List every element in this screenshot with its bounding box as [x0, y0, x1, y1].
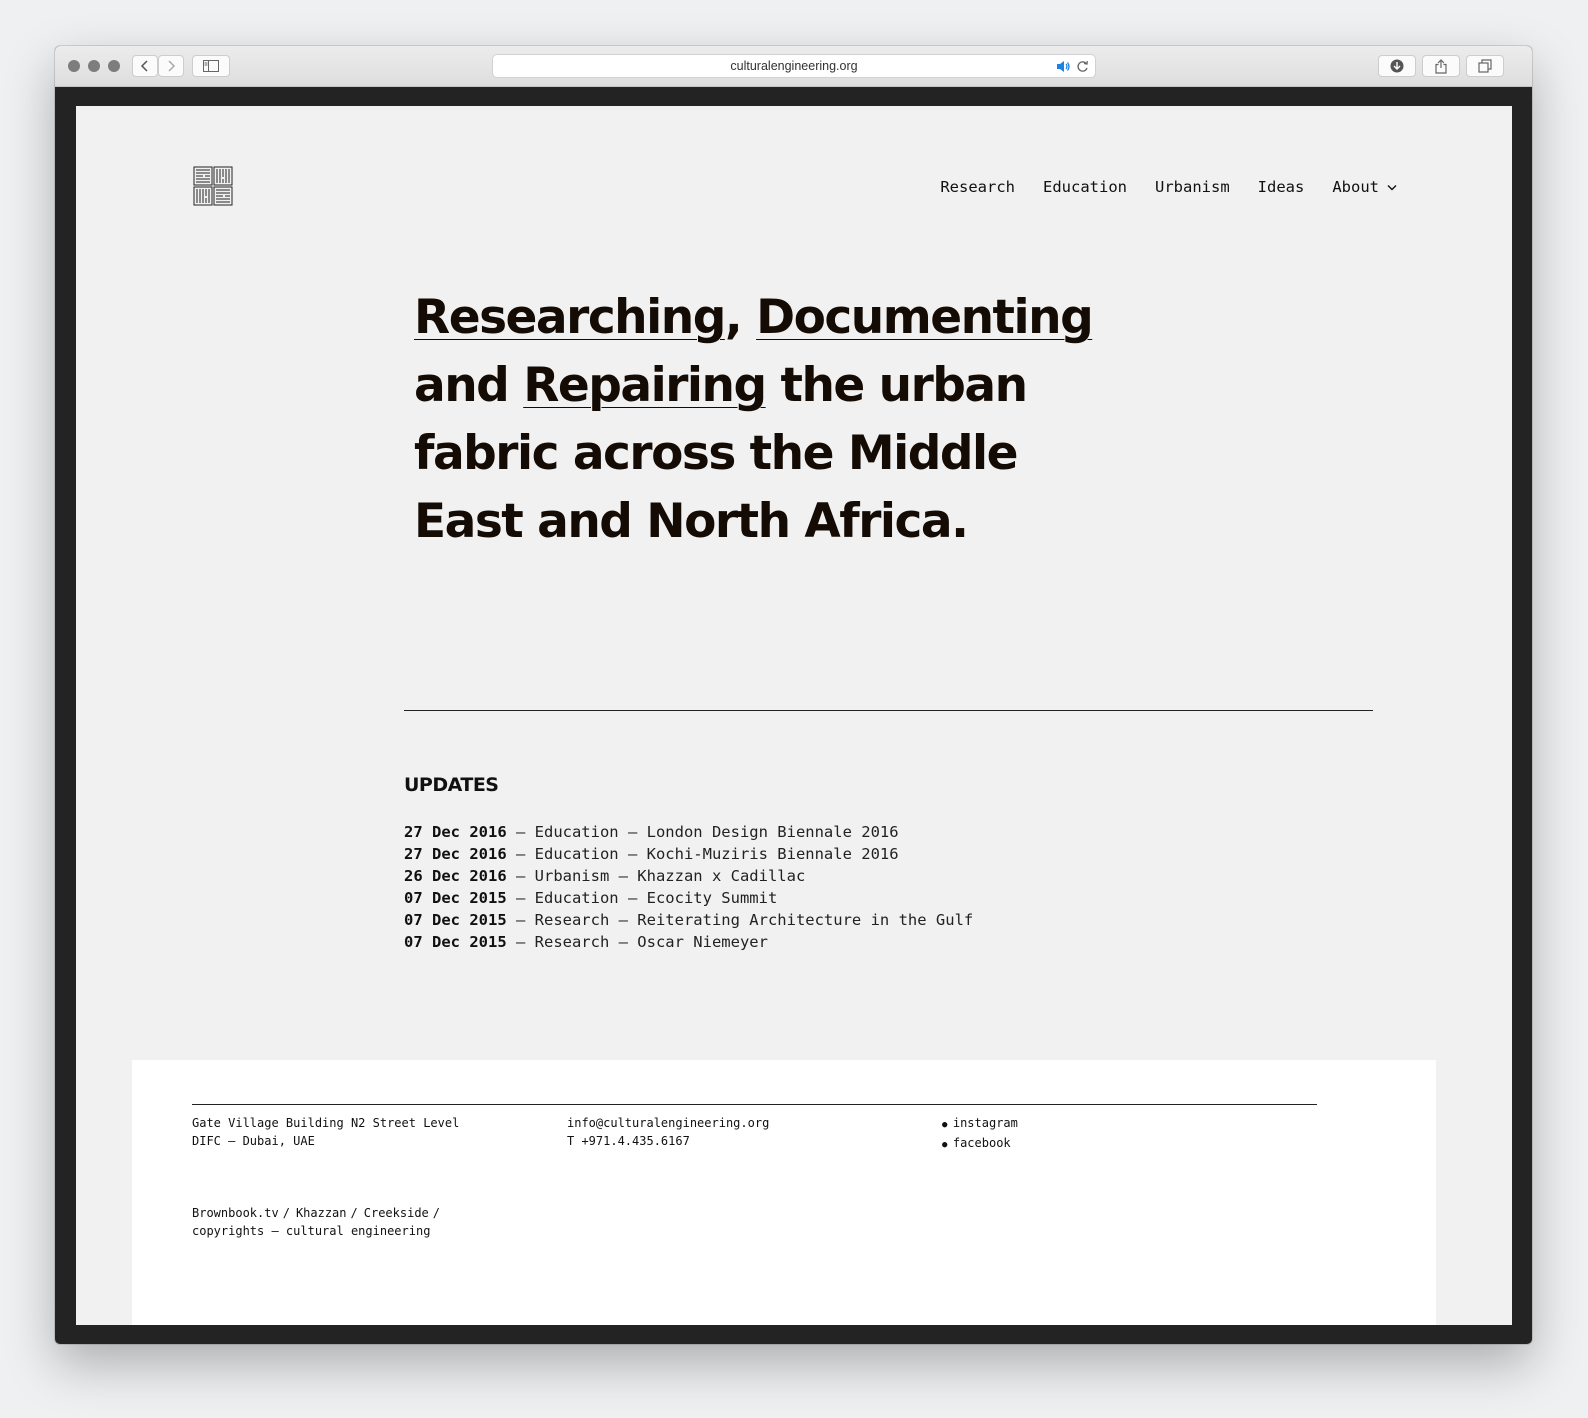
address-bar[interactable] [492, 54, 1096, 78]
update-date: 07 Dec 2015 [404, 889, 507, 907]
tabs-overview-button[interactable] [1466, 55, 1504, 77]
downloads-button[interactable] [1378, 55, 1416, 77]
download-icon [1390, 59, 1404, 73]
nav-about[interactable] [1332, 178, 1397, 196]
address-line: DIFC — Dubai, UAE [192, 1133, 315, 1148]
updates-list [404, 821, 973, 953]
link-separator: / [432, 1206, 441, 1220]
update-item[interactable] [404, 843, 973, 865]
update-item[interactable] [404, 887, 973, 909]
tabs-icon [1478, 59, 1492, 73]
link-separator: / [282, 1206, 290, 1220]
hero-link-researching[interactable]: Researching [414, 290, 725, 345]
sidebar-toggle-button[interactable] [192, 55, 230, 77]
chevron-down-icon [1387, 184, 1397, 191]
hero-text-rest: the urban fabric across the Middle East and North Africa. [414, 358, 1027, 549]
nav-ideas[interactable]: Ideas [1257, 178, 1305, 196]
address-line: Gate Village Building N2 Street Level [192, 1116, 460, 1130]
update-item[interactable] [404, 931, 973, 953]
phone-number: T +971.4.435.6167 [567, 1133, 690, 1148]
site-logo[interactable] [193, 166, 233, 206]
nav-education[interactable]: Education [1043, 178, 1127, 196]
reload-icon[interactable] [1076, 60, 1089, 73]
chevron-left-icon [140, 60, 150, 72]
update-date: 26 Dec 2016 [404, 867, 507, 885]
facebook-link[interactable]: ● facebook [942, 1135, 1018, 1155]
update-text: — Education — London Design Biennale 2016 [506, 823, 899, 841]
khazzan-link[interactable]: Khazzan [295, 1206, 347, 1220]
minimize-window-button[interactable] [88, 60, 100, 72]
hero-link-repairing[interactable]: Repairing [523, 358, 766, 413]
main-navigation [940, 178, 1397, 196]
nav-about-label: About [1332, 178, 1379, 196]
web-page [76, 106, 1512, 1325]
url-text: culturalengineering.org [730, 59, 858, 73]
email-link[interactable]: info@culturalengineering.org [567, 1116, 770, 1130]
update-text: — Research — Oscar Niemeyer [506, 933, 768, 951]
back-button[interactable] [132, 55, 158, 77]
update-date: 07 Dec 2015 [404, 911, 507, 929]
update-text: — Education — Kochi-Muziris Biennale 2016 [506, 845, 899, 863]
update-date: 07 Dec 2015 [404, 933, 507, 951]
speaker-icon[interactable] [1056, 60, 1071, 73]
update-item[interactable] [404, 909, 973, 931]
nav-urbanism[interactable]: Urbanism [1155, 178, 1230, 196]
hero-headline [414, 284, 1094, 556]
chevron-right-icon [166, 60, 176, 72]
footer-contact [567, 1115, 769, 1150]
forward-button[interactable] [158, 55, 184, 77]
nav-research[interactable]: Research [940, 178, 1015, 196]
update-date: 27 Dec 2016 [404, 845, 507, 863]
zoom-window-button[interactable] [108, 60, 120, 72]
hero-link-documenting[interactable]: Documenting [756, 290, 1093, 345]
brownbook-link[interactable]: Brownbook.tv [192, 1206, 279, 1220]
hero-comma: , [724, 290, 742, 345]
creekside-link[interactable]: Creekside [363, 1206, 429, 1220]
browser-window [55, 46, 1532, 1344]
close-window-button[interactable] [68, 60, 80, 72]
copyright-text: copyrights — cultural engineering [192, 1223, 431, 1238]
section-divider [404, 710, 1373, 711]
update-text: — Research — Reiterating Architecture in the Gulf [506, 911, 974, 929]
update-item[interactable] [404, 821, 973, 843]
site-footer [132, 1060, 1436, 1325]
update-text: — Education — Ecocity Summit [506, 889, 778, 907]
footer-divider [192, 1104, 1317, 1105]
sidebar-icon [203, 60, 219, 72]
footer-address [192, 1115, 459, 1150]
instagram-link[interactable]: ● instagram [942, 1115, 1018, 1135]
update-date: 27 Dec 2016 [404, 823, 507, 841]
update-text: — Urbanism — Khazzan x Cadillac [506, 867, 806, 885]
share-icon [1435, 59, 1447, 74]
share-button[interactable] [1422, 55, 1460, 77]
footer-social [942, 1115, 1018, 1154]
hero-text-and: and [414, 358, 524, 413]
update-item[interactable] [404, 865, 973, 887]
updates-heading: UPDATES [404, 774, 499, 796]
link-separator: / [350, 1206, 358, 1220]
footer-credits [192, 1205, 446, 1240]
browser-toolbar [55, 46, 1532, 87]
